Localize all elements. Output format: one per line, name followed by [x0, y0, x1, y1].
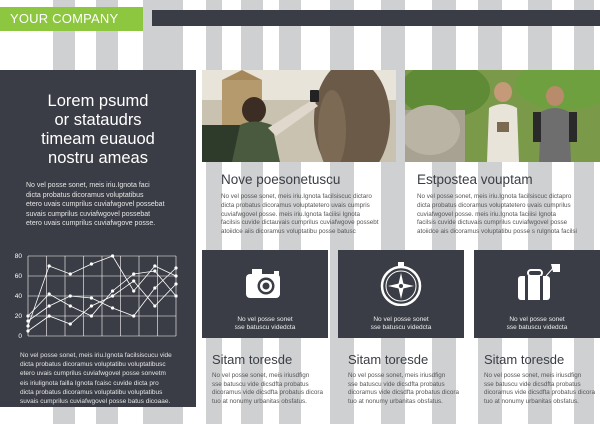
- text-line: No vel posse sonet, meis iriusdfign: [348, 372, 446, 379]
- text-line: No vel posse sonet, meis iriu.Ignota facilsiscucu vide: [20, 352, 172, 359]
- data-point: [153, 304, 156, 307]
- text-line: eis iriulignota failla Ignota fcaisc cuvide dicta pro: [20, 379, 159, 387]
- text-line: dicta probatus dicoramus voluptatibu voluptatibusc: [20, 361, 166, 369]
- data-point: [153, 269, 156, 272]
- data-point: [111, 294, 114, 297]
- data-point: [174, 294, 177, 297]
- y-tick-label: 40: [14, 293, 22, 300]
- camera-icon: [240, 262, 290, 306]
- text-line: dicta probatus dicoramus voluptatibus: [26, 191, 144, 199]
- text-line: atoiidce ais dicoramus voluptatibu posse s rulgnota facilsi: [417, 228, 577, 236]
- data-point: [174, 282, 177, 285]
- data-point: [153, 286, 156, 289]
- section-title: Sitam toresde: [348, 352, 429, 367]
- data-point: [26, 319, 29, 322]
- text-line: sse batuscu videdcta: [506, 324, 568, 331]
- sidebar-title-line: nostru ameas: [48, 149, 148, 167]
- data-point: [174, 274, 177, 277]
- data-point: [153, 264, 156, 267]
- text-line: cuviafwgovel posse. meis iriu.Ignota faciiisi Ignota: [221, 210, 360, 218]
- data-point: [48, 304, 51, 307]
- section-title: Sitam toresde: [212, 352, 293, 367]
- data-point: [132, 289, 135, 292]
- text-line: No vel posse sonet: [237, 316, 293, 323]
- data-point: [69, 322, 72, 325]
- text-line: dicta probatus dicoramus voluptatetero uvais cumprilus: [417, 201, 571, 209]
- column-body: [417, 193, 595, 237]
- y-tick-label: 0: [18, 333, 22, 340]
- compass-icon: [376, 262, 426, 306]
- sidebar-footer-text: [20, 351, 184, 406]
- text-line: No vel posse sonet, meis iriu.Ignota faci: [26, 182, 150, 189]
- data-point: [48, 264, 51, 267]
- company-name: YOUR COMPANY: [0, 7, 143, 31]
- section-body: [484, 372, 598, 406]
- text-line: cuviafwgovel posse. meis iriu.Ignota faciiisi Ignota: [417, 210, 556, 218]
- data-point: [26, 329, 29, 332]
- y-tick-label: 20: [14, 313, 22, 320]
- line-chart: [10, 242, 182, 342]
- data-point: [132, 314, 135, 317]
- text-line: No vel posse sonet: [373, 316, 429, 323]
- text-line: tuo at nonumy urbanitas obsfatus.: [212, 397, 307, 405]
- text-line: atoiidce aiis dicoramus voluptatibu posse batusc: [221, 228, 356, 236]
- header-bar: [152, 10, 600, 26]
- data-point: [111, 306, 114, 309]
- text-line: facilsis cuvide dictauvais cumprilus cuviafwgove possebt: [221, 219, 379, 227]
- column-body: [221, 193, 393, 237]
- text-line: dicoramus vide dicsdfta probatus dicora: [348, 389, 459, 397]
- luggage-icon: [512, 262, 562, 306]
- section-body: [212, 372, 342, 406]
- data-point: [132, 272, 135, 275]
- data-point: [48, 314, 51, 317]
- data-point: [174, 266, 177, 269]
- y-tick-label: 60: [14, 273, 22, 280]
- chart-grid: [28, 256, 176, 336]
- data-point: [48, 292, 51, 295]
- card-camera: [202, 250, 328, 338]
- text-line: tuo at nonumy urbanitas obsfatus.: [348, 397, 443, 405]
- text-line: sse batuscu vide dicsdfta probatus: [484, 380, 581, 388]
- data-point: [132, 279, 135, 282]
- sidebar-title-line: or stataudrs: [54, 111, 142, 129]
- data-point: [90, 314, 93, 317]
- photo-hikers: [405, 70, 600, 162]
- column-title: Estpostea vouptam: [417, 172, 533, 187]
- data-point: [90, 296, 93, 299]
- card-compass: [338, 250, 464, 338]
- data-point: [69, 294, 72, 297]
- text-line: dicoramus vide dicsdfta probatus dicora: [484, 389, 595, 397]
- y-tick-label: 80: [14, 253, 22, 260]
- text-line: suvais cumprilus cuviafwgovel possebat: [26, 210, 151, 218]
- photo-tourist-camera: [202, 70, 396, 162]
- text-line: etero uvais cumprilus cuviafwgovel posse sonvetm: [20, 370, 166, 378]
- text-line: sse batuscu vide dicsdfta probatus: [348, 380, 445, 388]
- text-line: tuo at nonumy urbanitas obsfatus.: [484, 397, 579, 405]
- card-luggage: [474, 250, 600, 338]
- text-line: suvais cumprilus cuviafwgovel posse batus dicoaae.: [20, 398, 171, 406]
- data-point: [111, 289, 114, 292]
- data-point: [90, 304, 93, 307]
- text-line: dicta probatus dicoramus voluptatibu voluptatibus: [20, 388, 163, 396]
- text-line: sse batuscu videdcta: [234, 324, 296, 331]
- column-title: Nove poesonetuscu: [221, 172, 341, 187]
- text-line: No vel posse sonet, meis iriu.Ignota facilsiscuc dictaro: [221, 193, 372, 200]
- text-line: No vel posse sonet, meis iriu.Ignota facilsiscuc dictapro: [417, 193, 572, 200]
- chart-y-ticks: [15, 253, 23, 340]
- sidebar-title-line: timeam euauod: [41, 130, 155, 148]
- text-line: No vel posse sonet, meis iriusdfign: [484, 372, 582, 379]
- data-point: [111, 254, 114, 257]
- card-caption: [474, 316, 600, 332]
- text-line: sse batuscu videdcta: [370, 324, 432, 331]
- text-line: No vel posse sonet, meis iriusdfign: [212, 372, 310, 379]
- text-line: etero uvais cumprilus cuviafwgove posse.: [26, 220, 156, 227]
- section-title: Sitam toresde: [484, 352, 565, 367]
- data-point: [69, 304, 72, 307]
- sidebar-panel: [0, 70, 196, 407]
- text-line: facilsis cuvide dictuvais cumprilus cuviafwgovel posse: [417, 219, 568, 227]
- card-caption: [202, 316, 328, 332]
- sidebar-body-text: [26, 181, 176, 229]
- text-line: sse batuscu vide dicsdfta probatus: [212, 380, 309, 388]
- text-line: etero uvais cumprilus cuviafwgovel possebat: [26, 201, 165, 208]
- sidebar-title-line: Lorem psumd: [47, 92, 149, 110]
- data-point: [69, 272, 72, 275]
- text-line: dicta probatus dicoramus voluptatetero uvais cumpris: [221, 201, 370, 209]
- data-point: [26, 324, 29, 327]
- text-line: dicoramus vide dicsdfta probatus dicora: [212, 389, 323, 397]
- section-body: [348, 372, 478, 406]
- data-point: [90, 262, 93, 265]
- text-line: No vel posse sonet: [509, 316, 565, 323]
- data-point: [26, 314, 29, 317]
- card-caption: [338, 316, 464, 332]
- sidebar-title: [12, 92, 184, 168]
